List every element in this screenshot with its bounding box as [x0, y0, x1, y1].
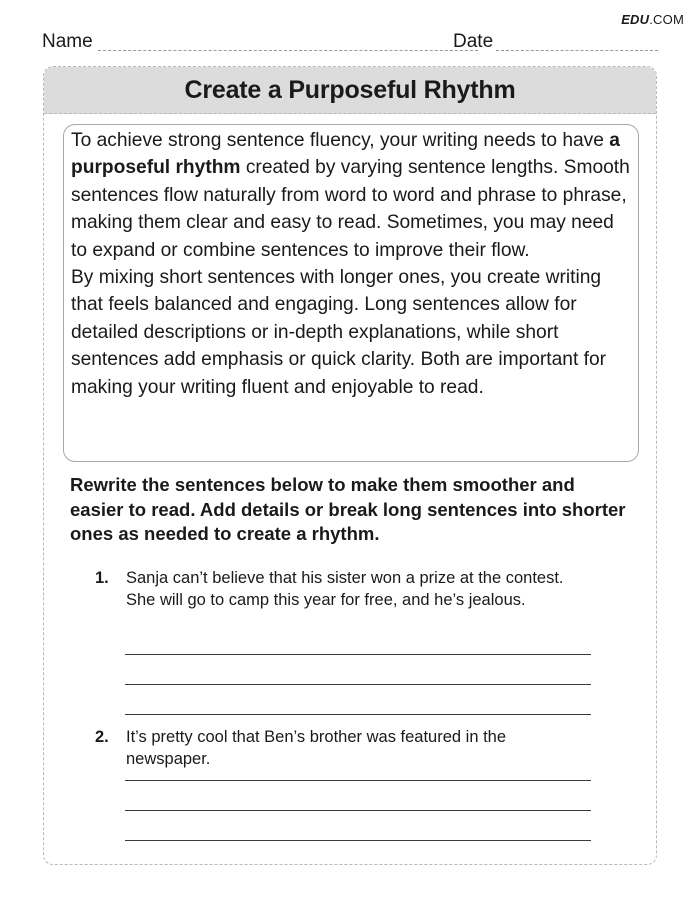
- answer-line[interactable]: [125, 684, 591, 685]
- explanation-paragraph-1: [71, 127, 632, 264]
- worksheet-panel: [43, 66, 657, 865]
- name-field[interactable]: [98, 50, 478, 51]
- explanation-p1-end: created by varying sentence lengths. Smooth sentences flow naturally from word to word and phrase to phrase, making them clear and easy to read. Sometimes, you may need to expand or combine sentences to improve their flow.: [71, 157, 630, 261]
- answer-line[interactable]: [125, 840, 591, 841]
- answer-line[interactable]: [125, 810, 591, 811]
- name-label: Name: [42, 31, 93, 52]
- brand-logo-bold: EDU: [621, 12, 650, 27]
- instructions: Rewrite the sentences below to make them smoother and easier to read. Add details or break long sentences into shorter ones as needed to create a rhythm.: [70, 474, 626, 544]
- brand-logo-suffix: .COM: [649, 12, 684, 27]
- date-field[interactable]: [496, 50, 658, 51]
- question-number: 1.: [95, 569, 109, 587]
- question-number: 2.: [95, 728, 109, 746]
- name-date-row: [42, 30, 658, 54]
- question-text: It’s pretty cool that Ben’s brother was featured in the newspaper.: [126, 728, 507, 768]
- answer-line[interactable]: [125, 654, 591, 655]
- explanation-box: [63, 124, 639, 462]
- title-bar: [44, 67, 656, 114]
- question-text: Sanja can’t believe that his sister won a prize at the contest. She will go to camp this year for free, and he’s jealous.: [126, 569, 564, 609]
- answer-line[interactable]: [125, 714, 591, 715]
- date-label: Date: [453, 31, 494, 52]
- worksheet-title: Create a Purposeful Rhythm: [184, 75, 516, 104]
- answer-line[interactable]: [125, 780, 591, 781]
- explanation-p1-start: To achieve strong sentence fluency, your writing needs to have: [71, 130, 610, 151]
- brand-logo: [621, 12, 684, 27]
- explanation-p1-bold: a purposeful rhythm: [71, 130, 620, 179]
- explanation-paragraph-2: By mixing short sentences with longer ones, you create writing that feels balanced and engaging. Long sentences allow for detailed descriptions or in-depth explanations, while short sentences add emphasis or quick clarity. Both are important for making your writing fluent and enjoyable to read.: [71, 267, 607, 398]
